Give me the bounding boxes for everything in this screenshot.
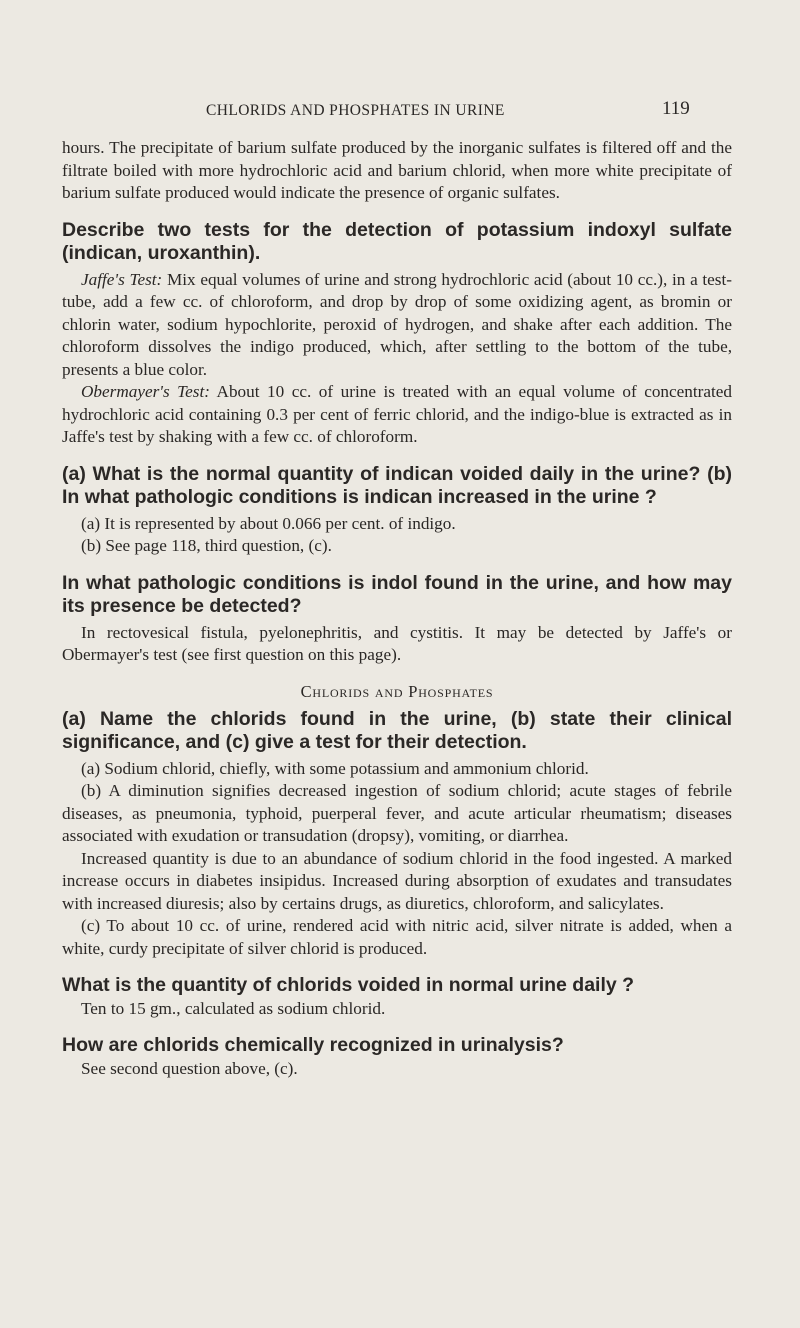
answer-chlorids-b: (b) A diminution signifies decreased ingestion of sodium chlorid; acute stages of febrile diseases, as pneumonia, typhoid, puerperal fever, and acute articular rheumatism; diseases associated with exudation or transudation (dropsy), vomiting, or diarrhea. — [62, 781, 732, 845]
obermayer-test-label: Obermayer's Test: — [81, 382, 210, 401]
obermayer-test-text: About 10 cc. of urine is treated with an equal volume of concentrated hydrochloric acid containing 0.3 per cent of ferric chlorid, and the indigo-blue is extracted as in Jaffe's test by shaking with a few cc. of chloroform. — [62, 382, 733, 446]
page-number: 119 — [662, 98, 690, 119]
question-chlorid-recognition: How are chlorids chemically recognized in urinalysis? — [62, 1034, 564, 1056]
answer-chlorids-a: (a) Sodium chlorid, chiefly, with some potassium and ammonium chlorid. — [81, 758, 589, 778]
page-body — [62, 137, 732, 1080]
jaffe-test-label: Jaffe's Test: — [81, 269, 163, 289]
answer-chlorids-b-cont: Increased quantity is due to an abundance of sodium chlorid in the food ingested. A marked increase occurs in diabetes insipidus. Increased during absorption of exudates and transudates with increased diuresis; also by certains drugs, as diuretics, chloroform, and salicylates. — [62, 848, 732, 913]
question-chlorids: (a) Name the chlorids found in the urine, (b) state their clinical significance, and (c) give a test for their detection. — [62, 707, 732, 753]
question-indican-tests: Describe two tests for the detection of potassium indoxyl sulfate (indican, uroxanthin). — [62, 218, 732, 264]
question-chlorid-quantity: What is the quantity of chlorids voided in normal urine daily ? — [62, 974, 635, 996]
answer-indican-a: (a) It is represented by about 0.066 per cent. of indigo. — [81, 513, 456, 533]
question-indol: In what pathologic conditions is indol found in the urine, and how may its presence be detected? — [62, 571, 732, 617]
answer-indican-b: (b) See page 118, third question, (c). — [81, 536, 332, 555]
answer-chlorid-recognition: See second question above, (c). — [81, 1058, 298, 1078]
answer-indol: In rectovesical fistula, pyelonephritis, and cystitis. It may be detected by Jaffe's or Obermayer's test (see first question on this page). — [62, 622, 732, 664]
page-header — [0, 96, 800, 126]
answer-obermayer-test — [62, 381, 732, 449]
answer-chlorid-quantity: Ten to 15 gm., calculated as sodium chlorid. — [81, 998, 386, 1018]
intro-paragraph: hours. The precipitate of barium sulfate produced by the inorganic sulfates is filtered off and the filtrate boiled with more hydrochloric acid and barium chlorid, when more white precipitate of barium sulfate produced would indicate the presence of organic sulfates. — [62, 138, 732, 202]
answer-jaffe-test — [62, 269, 732, 382]
question-indican-quantity: (a) What is the normal quantity of indican voided daily in the urine? (b) In what pathologic conditions is indican increased in the urine ? — [62, 462, 732, 508]
answer-chlorids-c: (c) To about 10 cc. of urine, rendered acid with nitric acid, silver nitrate is added, when a white, curdy precipitate of silver chlorid is produced. — [62, 916, 732, 958]
running-head: CHLORIDS AND PHOSPHATES IN URINE — [206, 102, 505, 119]
jaffe-test-text: Mix equal volumes of urine and strong hydrochloric acid (about 10 cc.), in a test-tube, add a few cc. of chloroform, and drop by drop of some oxidizing agent, as bromin or chlorin water, sodium hypochlorite, peroxid of hydrogen, and shake after each addition. The chloroform dissolves the indigo produced, which, after settling to the bottom of the tube, presents a blue color. — [62, 269, 732, 379]
section-heading: Chlorids and Phosphates — [300, 681, 494, 701]
